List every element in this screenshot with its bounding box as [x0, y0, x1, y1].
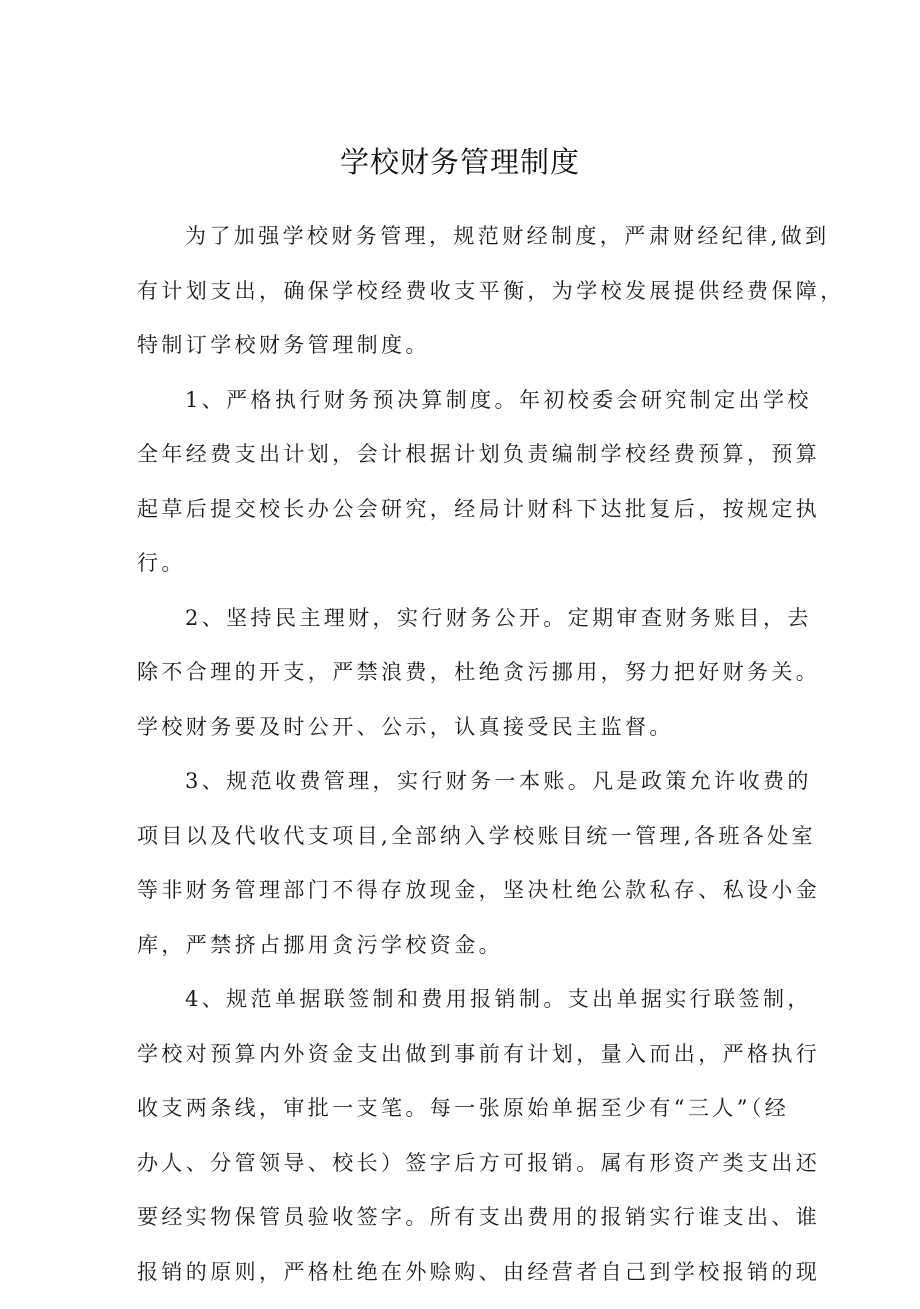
text-line: 行。	[137, 546, 789, 601]
text-line: 项目以及代收代支项目,全部纳入学校账目统一管理,各班各处室	[137, 819, 789, 874]
text-line: 2、坚持民主理财，实行财务公开。定期审查财务账目，去	[137, 601, 789, 656]
text-line: 学校对预算内外资金支出做到事前有计划，量入而出，严格执行	[137, 1037, 789, 1092]
text-line: 等非财务管理部门不得存放现金，坚决杜绝公款私存、私设小金	[137, 873, 789, 928]
text-line: 起草后提交校长办公会研究，经局计财科下达批复后，按规定执	[137, 492, 789, 547]
paragraph-item-4	[137, 982, 789, 1309]
paragraph-intro	[137, 219, 789, 383]
text-line: 特制订学校财务管理制度。	[137, 328, 789, 383]
text-line: 报销的原则，严格杜绝在外赊购、由经营者自己到学校报销的现	[137, 1255, 789, 1309]
text-line: 全年经费支出计划，会计根据计划负责编制学校经费预算，预算	[137, 437, 789, 492]
text-line: 要经实物保管员验收签字。所有支出费用的报销实行谁支出、谁	[137, 1200, 789, 1255]
text-line: 除不合理的开支，严禁浪费，杜绝贪污挪用，努力把好财务关。	[137, 655, 789, 710]
text-line: 4、规范单据联签制和费用报销制。支出单据实行联签制，	[137, 982, 789, 1037]
text-line: 收支两条线，审批一支笔。每一张原始单据至少有“三人”（经	[137, 1091, 789, 1146]
text-line: 1、严格执行财务预决算制度。年初校委会研究制定出学校	[137, 383, 789, 438]
paragraph-item-2	[137, 601, 789, 765]
paragraph-item-1	[137, 383, 789, 601]
text-line: 学校财务要及时公开、公示，认真接受民主监督。	[137, 710, 789, 765]
paragraph-item-3	[137, 764, 789, 982]
document-title: 学校财务管理制度	[0, 142, 920, 182]
document-body	[137, 219, 789, 1309]
text-line: 办人、分管领导、校长）签字后方可报销。属有形资产类支出还	[137, 1146, 789, 1201]
text-line: 3、规范收费管理，实行财务一本账。凡是政策允许收费的	[137, 764, 789, 819]
text-line: 库，严禁挤占挪用贪污学校资金。	[137, 928, 789, 983]
text-line: 有计划支出，确保学校经费收支平衡，为学校发展提供经费保障，	[137, 274, 789, 329]
text-line: 为了加强学校财务管理，规范财经制度，严肃财经纪律,做到	[137, 219, 789, 274]
